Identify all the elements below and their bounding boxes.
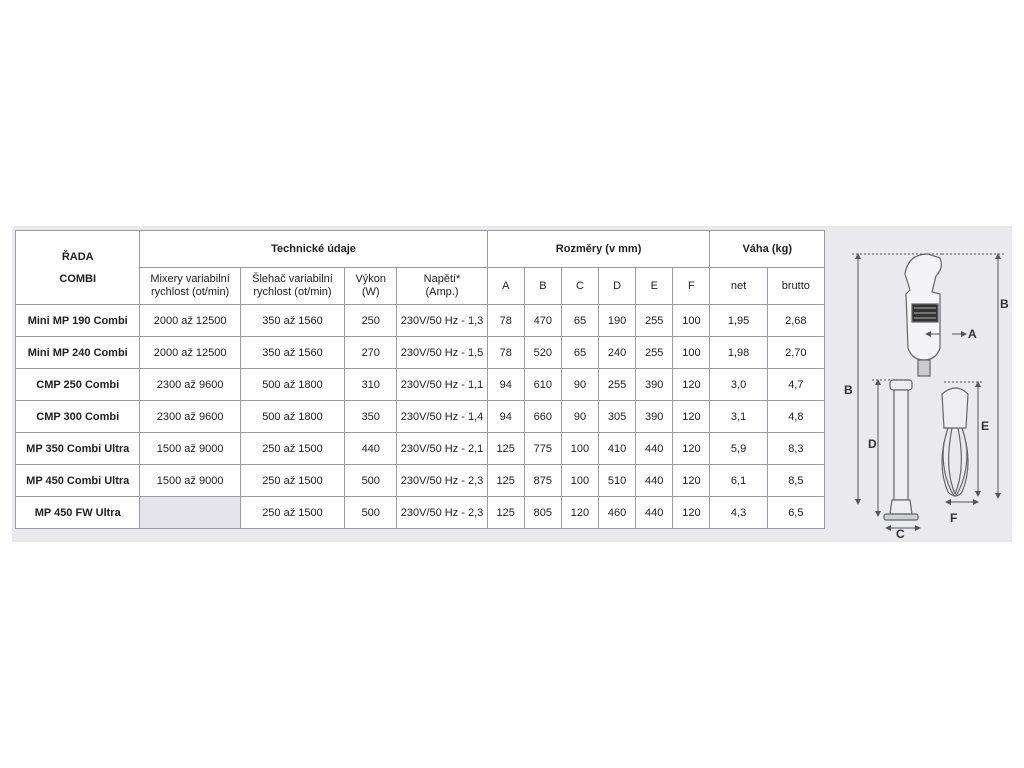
cell-b: 470 <box>524 305 561 337</box>
cell-b: 805 <box>524 497 561 529</box>
technical-header: Technické údaje <box>140 231 487 268</box>
table-row <box>16 337 825 369</box>
model-name-cell: Mini MP 240 Combi <box>16 337 140 369</box>
model-name-cell: CMP 300 Combi <box>16 401 140 433</box>
cell-b: 660 <box>524 401 561 433</box>
cell-gross: 6,5 <box>767 497 824 529</box>
power-header-line1: Výkon <box>355 273 387 285</box>
cell-voltage: 230V/50 Hz - 1,4 <box>397 401 487 433</box>
series-header <box>16 231 140 305</box>
voltage-header-line2: (Amp.) <box>425 286 459 298</box>
cell-gross: 8,5 <box>767 465 824 497</box>
cell-gross: 8,3 <box>767 433 824 465</box>
model-name-cell: MP 450 FW Ultra <box>16 497 140 529</box>
dim-a-header: A <box>487 268 524 305</box>
cell-c: 65 <box>561 337 598 369</box>
cell-whisk: 250 až 1500 <box>240 433 344 465</box>
label-e: E <box>981 419 990 433</box>
cell-d: 510 <box>599 465 636 497</box>
label-a: A <box>968 327 977 341</box>
cell-d: 255 <box>599 369 636 401</box>
dim-b-header: B <box>524 268 561 305</box>
cell-whisk: 250 až 1500 <box>240 497 344 529</box>
whisk-attachment-icon <box>942 388 968 496</box>
cell-whisk: 250 až 1500 <box>240 465 344 497</box>
spec-table-body <box>16 305 825 529</box>
mixer-speed-header-line1: Mixery variabilní <box>150 273 230 285</box>
cell-mixer: 2300 až 9600 <box>140 369 240 401</box>
gross-weight-header: brutto <box>767 268 824 305</box>
cell-c: 90 <box>561 369 598 401</box>
table-row <box>16 401 825 433</box>
cell-power: 310 <box>345 369 397 401</box>
mixer-dimension-diagram <box>832 232 1012 542</box>
label-d: D <box>868 437 877 451</box>
whisk-speed-header <box>240 268 344 305</box>
whisk-speed-header-line1: Šlehač variabilní <box>252 273 333 285</box>
label-b-right: B <box>1000 297 1009 311</box>
cell-c: 100 <box>561 433 598 465</box>
cell-power: 250 <box>345 305 397 337</box>
cell-a: 94 <box>487 369 524 401</box>
dim-d-header: D <box>599 268 636 305</box>
series-header-line1: ŘADA <box>61 250 94 263</box>
blender-shaft-icon <box>884 380 918 520</box>
cell-b: 875 <box>524 465 561 497</box>
cell-net: 3,0 <box>710 369 767 401</box>
cell-b: 520 <box>524 337 561 369</box>
cell-net: 4,3 <box>710 497 767 529</box>
cell-d: 190 <box>599 305 636 337</box>
cell-f: 120 <box>673 401 710 433</box>
cell-a: 125 <box>487 465 524 497</box>
cell-d: 460 <box>599 497 636 529</box>
mixer-motor-body-icon <box>905 254 941 376</box>
cell-f: 120 <box>673 433 710 465</box>
net-weight-header: net <box>710 268 767 305</box>
cell-a: 78 <box>487 305 524 337</box>
cell-voltage: 230V/50 Hz - 1,5 <box>397 337 487 369</box>
cell-whisk: 500 až 1800 <box>240 369 344 401</box>
dimensions-header: Rozměry (v mm) <box>487 231 710 268</box>
cell-e: 440 <box>636 497 673 529</box>
cell-net: 1,95 <box>710 305 767 337</box>
cell-e: 255 <box>636 305 673 337</box>
cell-e: 255 <box>636 337 673 369</box>
voltage-header-line1: Napětí* <box>423 273 461 285</box>
cell-mixer: 2000 až 12500 <box>140 305 240 337</box>
cell-net: 1,98 <box>710 337 767 369</box>
cell-power: 440 <box>345 433 397 465</box>
cell-net: 5,9 <box>710 433 767 465</box>
model-name-cell: CMP 250 Combi <box>16 369 140 401</box>
cell-f: 120 <box>673 497 710 529</box>
cell-voltage: 230V/50 Hz - 2,1 <box>397 433 487 465</box>
weight-header: Váha (kg) <box>710 231 825 268</box>
cell-e: 390 <box>636 369 673 401</box>
cell-e: 390 <box>636 401 673 433</box>
cell-whisk: 350 až 1560 <box>240 305 344 337</box>
cell-d: 240 <box>599 337 636 369</box>
cell-e: 440 <box>636 433 673 465</box>
dim-e-header: E <box>636 268 673 305</box>
series-header-line2: COMBI <box>59 272 97 285</box>
whisk-speed-header-line2: rychlost (ot/min) <box>253 286 332 298</box>
cell-net: 6,1 <box>710 465 767 497</box>
table-row <box>16 433 825 465</box>
cell-c: 90 <box>561 401 598 433</box>
cell-a: 125 <box>487 433 524 465</box>
table-row <box>16 369 825 401</box>
cell-gross: 4,8 <box>767 401 824 433</box>
cell-c: 65 <box>561 305 598 337</box>
cell-gross: 4,7 <box>767 369 824 401</box>
cell-voltage: 230V/50 Hz - 1,1 <box>397 369 487 401</box>
cell-whisk: 500 až 1800 <box>240 401 344 433</box>
model-name-cell: MP 450 Combi Ultra <box>16 465 140 497</box>
cell-net: 3,1 <box>710 401 767 433</box>
power-header-line2: (W) <box>361 286 380 298</box>
cell-mixer: 2000 až 12500 <box>140 337 240 369</box>
label-f: F <box>950 511 958 525</box>
cell-voltage: 230V/50 Hz - 2,3 <box>397 465 487 497</box>
model-name-cell: MP 350 Combi Ultra <box>16 433 140 465</box>
cell-mixer: 2300 až 9600 <box>140 401 240 433</box>
power-header <box>345 268 397 305</box>
cell-e: 440 <box>636 465 673 497</box>
label-b-left: B <box>844 383 853 397</box>
spec-table <box>15 230 825 529</box>
cell-f: 120 <box>673 465 710 497</box>
cell-c: 120 <box>561 497 598 529</box>
cell-d: 305 <box>599 401 636 433</box>
label-c: C <box>896 527 905 541</box>
mixer-speed-header <box>140 268 240 305</box>
cell-mixer: 1500 až 9000 <box>140 433 240 465</box>
cell-f: 120 <box>673 369 710 401</box>
dim-c-header: C <box>561 268 598 305</box>
cell-whisk: 350 až 1560 <box>240 337 344 369</box>
table-row <box>16 465 825 497</box>
cell-voltage: 230V/50 Hz - 1,3 <box>397 305 487 337</box>
cell-d: 410 <box>599 433 636 465</box>
table-row <box>16 305 825 337</box>
cell-power: 500 <box>345 465 397 497</box>
cell-mixer <box>140 497 240 529</box>
cell-c: 100 <box>561 465 598 497</box>
cell-f: 100 <box>673 337 710 369</box>
cell-b: 775 <box>524 433 561 465</box>
cell-gross: 2,68 <box>767 305 824 337</box>
cell-mixer: 1500 až 9000 <box>140 465 240 497</box>
cell-voltage: 230V/50 Hz - 2,3 <box>397 497 487 529</box>
cell-a: 125 <box>487 497 524 529</box>
table-row <box>16 497 825 529</box>
cell-f: 100 <box>673 305 710 337</box>
model-name-cell: Mini MP 190 Combi <box>16 305 140 337</box>
cell-power: 270 <box>345 337 397 369</box>
cell-a: 94 <box>487 401 524 433</box>
cell-gross: 2,70 <box>767 337 824 369</box>
voltage-header <box>397 268 487 305</box>
mixer-speed-header-line2: rychlost (ot/min) <box>150 286 230 298</box>
dim-f-header: F <box>673 268 710 305</box>
cell-power: 500 <box>345 497 397 529</box>
cell-a: 78 <box>487 337 524 369</box>
cell-b: 610 <box>524 369 561 401</box>
cell-power: 350 <box>345 401 397 433</box>
